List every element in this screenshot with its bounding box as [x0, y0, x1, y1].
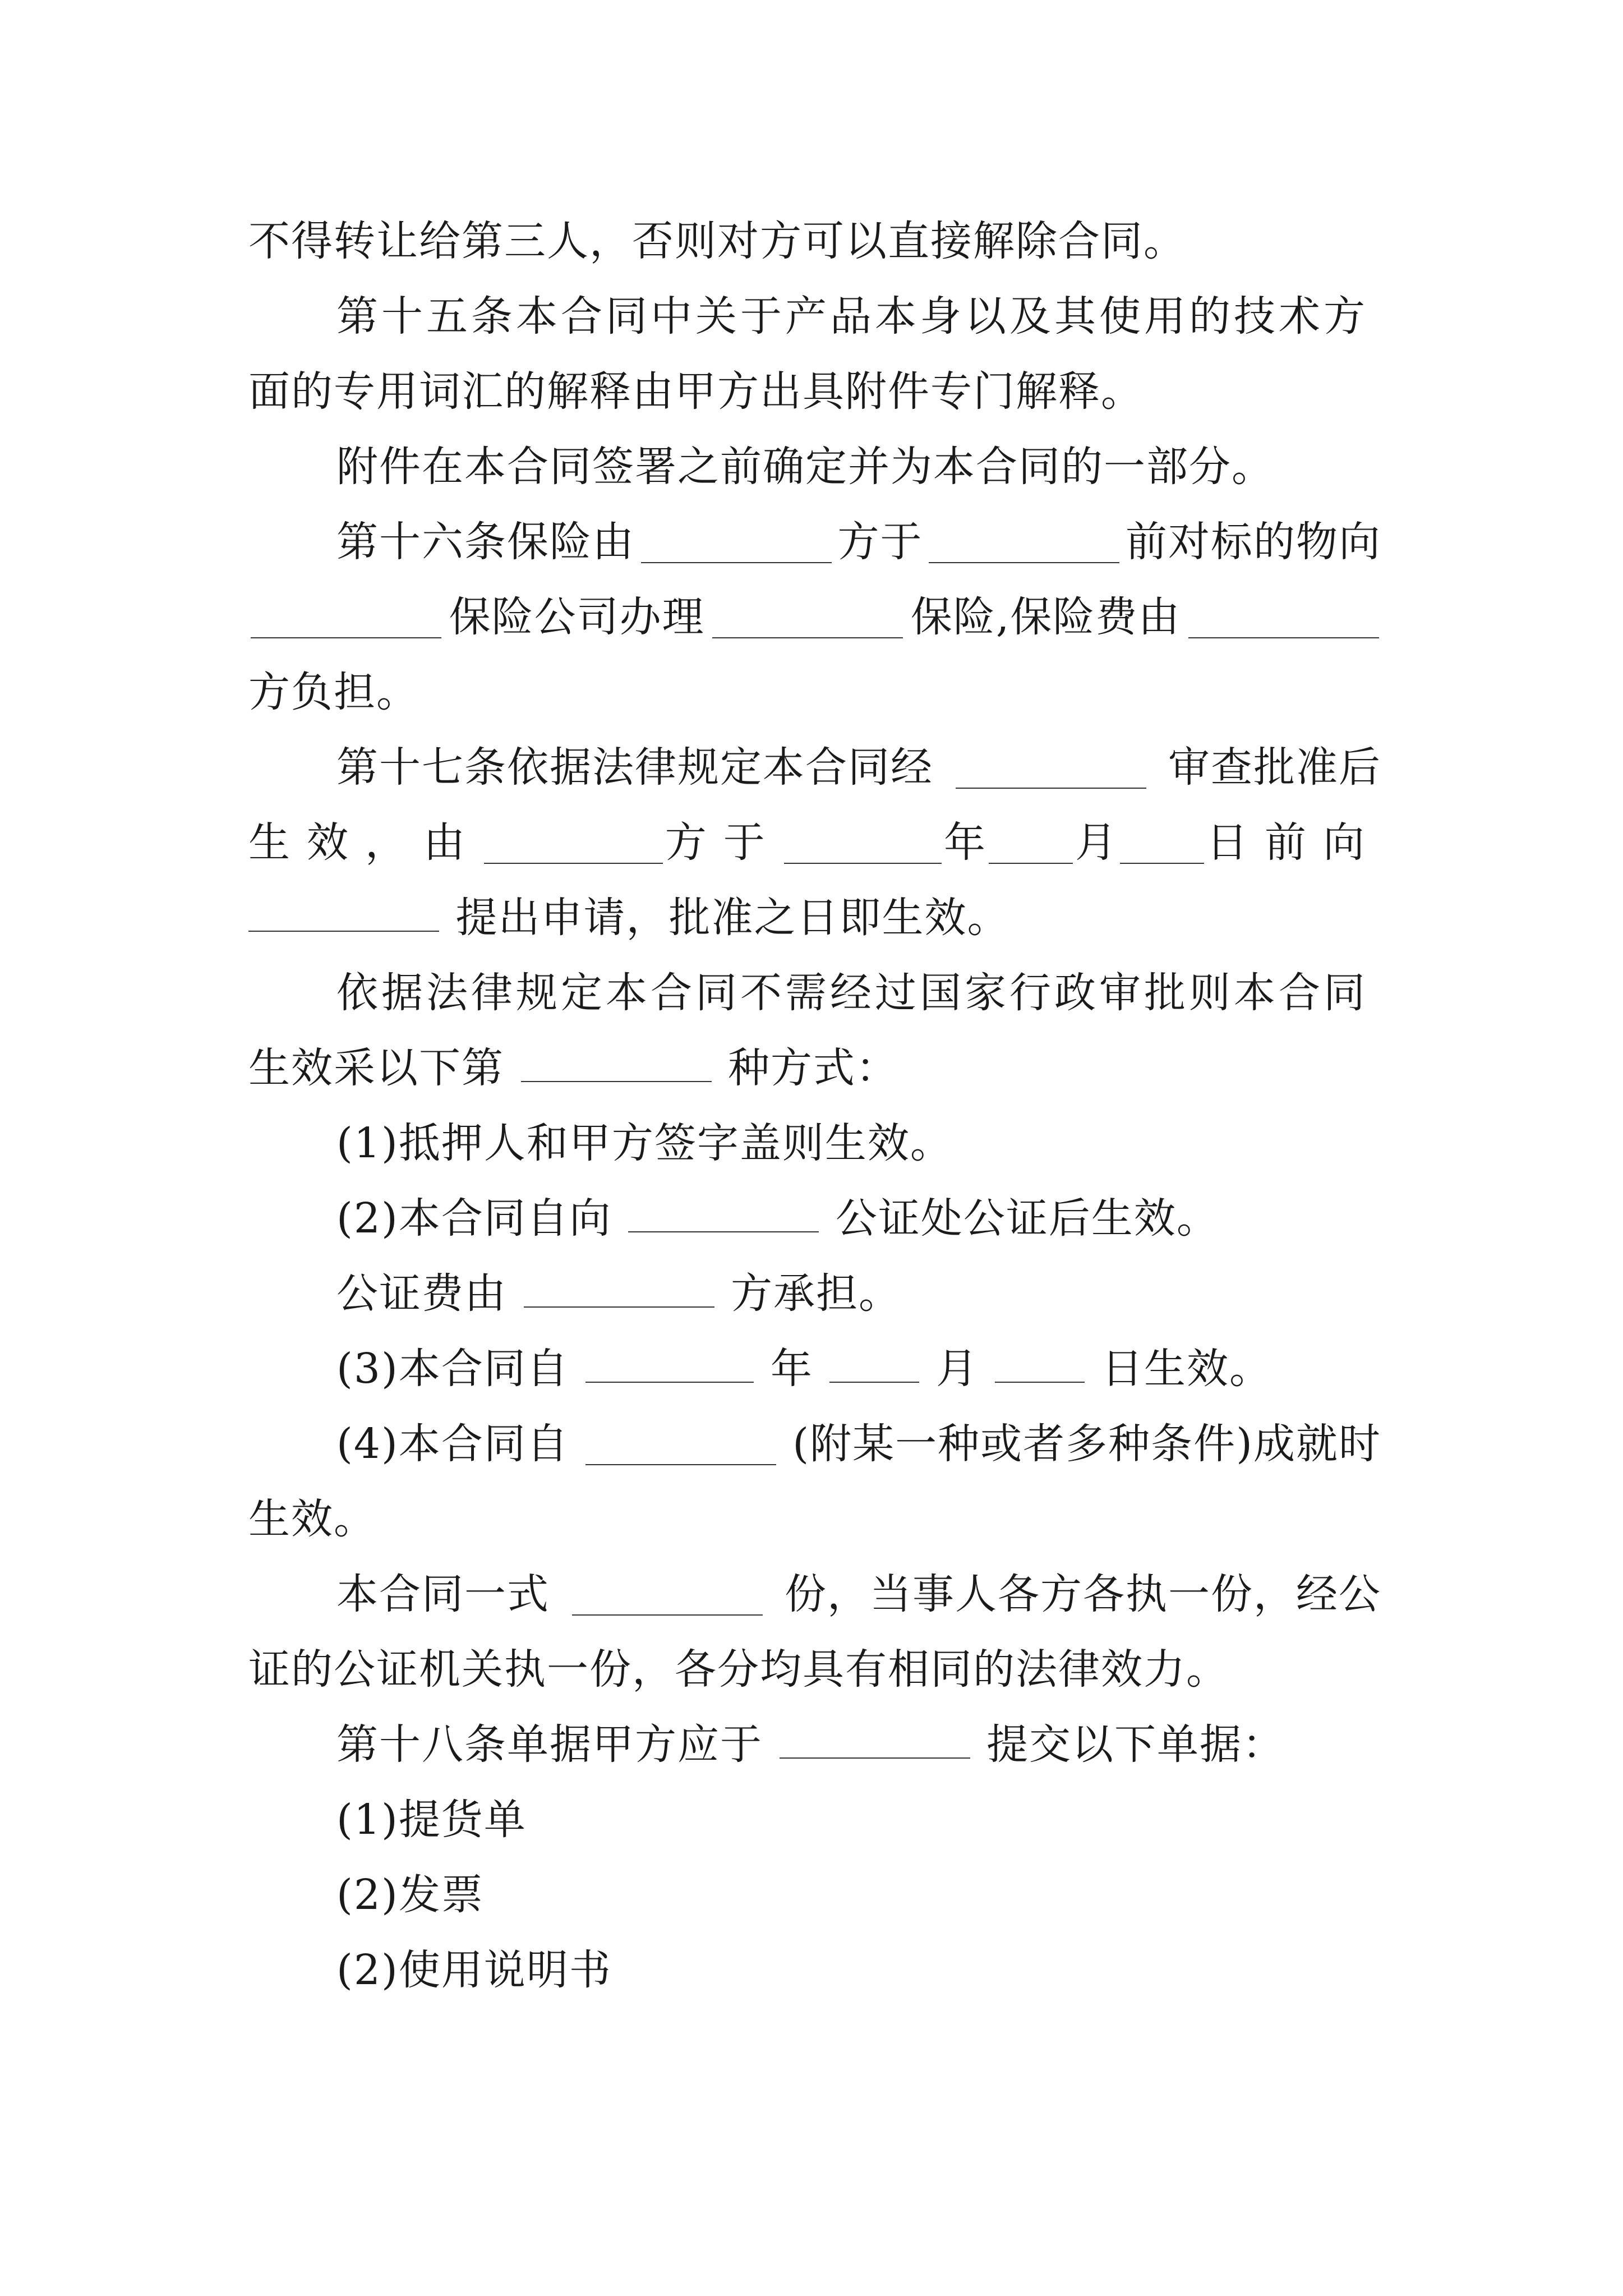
paragraph-line [248, 1034, 1381, 1102]
text: 方承担。 [731, 1269, 902, 1318]
text: 提出申请，批准之日即生效。 [455, 894, 1010, 942]
text: 月 [935, 1345, 979, 1393]
text: 不得转让给第三人，否则对方可以直接解除合同。 [248, 217, 1186, 265]
text: 生效采以下第 [248, 1044, 504, 1092]
blank-field[interactable] [585, 1340, 754, 1383]
list-item [336, 1110, 1381, 1177]
blank-field[interactable] [780, 1716, 970, 1759]
blank-field[interactable] [641, 521, 832, 563]
text: 方负担。 [248, 668, 419, 716]
paragraph-line [248, 1485, 1381, 1553]
text: (附某一种或者多种条件)成就时 [792, 1420, 1381, 1468]
text: (2)本合同自向 [336, 1194, 612, 1243]
text: (4)本合同自 [336, 1420, 569, 1468]
text: 保险,保险费由 [910, 593, 1181, 641]
text: 方于 [665, 818, 782, 867]
paragraph-line [248, 208, 1381, 275]
text: (1)提货单 [336, 1796, 527, 1844]
text: 日生效。 [1101, 1345, 1272, 1393]
list-item [336, 1861, 1381, 1929]
blank-field[interactable] [572, 1573, 763, 1616]
article-17-heading [336, 734, 1381, 801]
list-item [336, 1410, 1381, 1478]
paragraph-line [248, 659, 1381, 726]
paragraph-line [336, 1561, 1381, 1628]
text: 公证费由 [336, 1269, 507, 1318]
blank-field[interactable] [628, 1190, 819, 1232]
text: 证的公证机关执一份，各分均具有相同的法律效力。 [248, 1645, 1229, 1694]
text: (1)抵押人和甲方签字盖则生效。 [336, 1119, 953, 1167]
text: 第十七条依据法律规定本合同经 [336, 743, 933, 792]
blank-field[interactable] [929, 521, 1119, 563]
text: 生效，由 [248, 818, 482, 867]
blank-field[interactable] [995, 1340, 1085, 1383]
text: 前对标的物向 [1126, 518, 1381, 566]
paragraph-line [248, 358, 1381, 425]
text: 第十八条单据甲方应于 [336, 1720, 763, 1769]
blank-field[interactable] [524, 1265, 714, 1308]
text: 年 [944, 818, 986, 867]
list-item [336, 1185, 1381, 1252]
paragraph-line [336, 433, 1381, 500]
blank-field[interactable] [829, 1340, 919, 1383]
text: 本合同一式 [336, 1570, 550, 1618]
article-16-heading [336, 508, 1381, 576]
blank-field[interactable] [784, 821, 942, 864]
text: 公证处公证后生效。 [835, 1194, 1219, 1243]
text: 种方式： [728, 1044, 899, 1092]
text: 年 [770, 1345, 813, 1393]
blank-field[interactable] [585, 1423, 776, 1465]
blank-field[interactable] [251, 596, 441, 638]
blank-field[interactable] [248, 889, 439, 932]
paragraph-line [248, 583, 1381, 651]
text: 保险公司办理 [449, 593, 705, 641]
blank-field[interactable] [712, 596, 903, 638]
text: 第十六条保险由 [336, 518, 635, 566]
text: (2)发票 [336, 1871, 484, 1919]
blank-field[interactable] [1188, 596, 1379, 638]
text: 份，当事人各方各执一份，经公 [785, 1570, 1381, 1618]
paragraph-line [248, 1636, 1381, 1703]
paragraph-line [336, 1260, 1381, 1327]
text: (2)使用说明书 [336, 1946, 612, 1994]
text: 提交以下单据： [986, 1720, 1285, 1769]
text: 审查批准后 [1168, 743, 1381, 792]
blank-field[interactable] [956, 746, 1146, 789]
text: 方于 [837, 518, 923, 566]
text: 月 [1075, 818, 1118, 867]
article-15-heading [336, 283, 1381, 350]
text: 附件在本合同签署之前确定并为本合同的一部分。 [336, 443, 1274, 491]
text: 依据法律规定本合同不需经过国家行政审批则本合同 [336, 969, 1368, 1017]
blank-field[interactable] [989, 821, 1073, 864]
blank-field[interactable] [521, 1039, 712, 1082]
article-18-heading [336, 1711, 1381, 1778]
blank-field[interactable] [484, 821, 663, 864]
text: 生效。 [248, 1495, 376, 1543]
paragraph-line [336, 959, 1381, 1027]
paragraph-line [248, 884, 1381, 951]
list-item [336, 1786, 1381, 1853]
list-item [336, 1335, 1381, 1402]
text: 第十五条本合同中关于产品本身以及其使用的技术方 [336, 292, 1368, 341]
text: (3)本合同自 [336, 1345, 569, 1393]
paragraph-line [248, 809, 1381, 876]
text: 日前向 [1206, 818, 1381, 867]
list-item [336, 1936, 1381, 2004]
text: 面的专用词汇的解释由甲方出具附件专门解释。 [248, 367, 1144, 416]
blank-field[interactable] [1120, 821, 1204, 864]
